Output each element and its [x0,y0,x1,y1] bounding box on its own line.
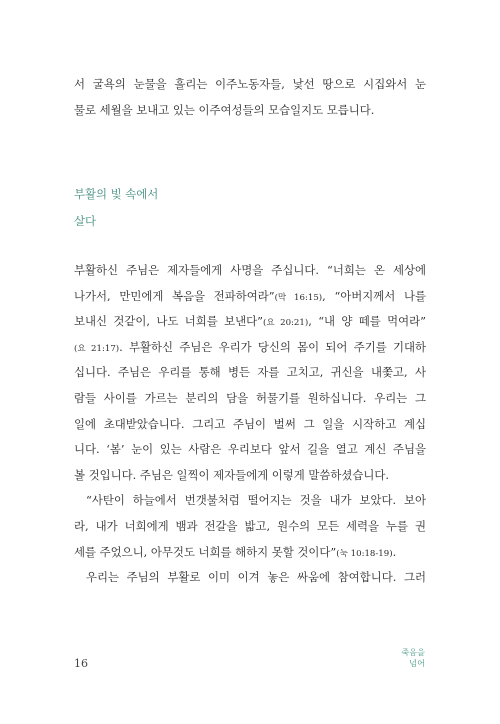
text-line: 볼 것입니다. 주님은 일찍이 제자들에게 이렇게 말씀하셨습니다. [74,467,390,482]
body-text [74,258,426,591]
section-heading-line-1: 부활의 빛 속에서 [74,187,159,201]
text-segment: 보내신 것같이, 나도 너희를 보낸다” [74,314,263,329]
text-line: 라, 내가 너희에게 뱀과 전갈을 밟고, 원수의 모든 세력을 누를 권 [74,518,426,533]
scripture-reference: (요 20:21) [262,318,309,329]
running-title [401,647,425,669]
text-line [74,540,426,566]
text-line: 부활하신 주님은 제자들에게 사명을 주십니다. “너희는 온 세상에 [74,263,426,277]
text-segment: 나가서, 만민에게 복음을 전파하여라” [74,288,275,303]
text-line: 서 굴욕의 눈물을 흘리는 이주노동자들, 낯선 땅으로 시집와서 눈 [74,77,426,91]
running-title-line-1: 죽음을 [401,647,425,657]
running-title-line-2: 넘어 [409,658,425,668]
text-line [74,309,426,335]
text-segment: . [392,544,397,559]
page-number: 16 [74,657,88,670]
scripture-reference: (막 16:15) [274,292,323,303]
continued-paragraph [74,72,426,123]
text-line [74,284,426,310]
scripture-reference: (요 21:17) [74,343,120,354]
text-line [74,335,426,361]
text-segment: . 부활하신 주님은 우리가 당신의 몸이 되어 주기를 기대하 [119,339,426,354]
text-line: 우리는 주님의 부활로 이미 이겨 놓은 싸움에 참여합니다. 그러 [86,570,426,585]
text-segment: 세를 주었으니, 아무것도 너희를 해하지 못할 것이다” [74,544,337,559]
text-line: 니다. ‘봄’ 눈이 있는 사람은 우리보다 앞서 길을 열고 계신 주님을 [74,442,426,457]
text-line: “사탄이 하늘에서 번갯불처럼 떨어지는 것을 내가 보았다. 보아 [86,493,426,508]
text-segment: , “아버지께서 나를 [322,288,426,303]
text-line: 물로 세월을 보내고 있는 이주여성들의 모습일지도 모릅니다. [74,102,375,117]
text-line: 일에 초대받았습니다. 그리고 주님이 벌써 그 일을 시작하고 계십 [74,416,426,431]
scripture-reference: (눅 10:18-19) [336,548,393,559]
text-line: 십니다. 주님은 우리를 통해 병든 자를 고치고, 귀신을 내쫓고, 사 [74,365,426,380]
text-line: 람들 사이를 가르는 분리의 담을 허물기를 원하십니다. 우리는 그 [74,390,426,405]
text-segment: , “내 양 떼를 먹여라” [308,314,426,329]
section-heading-line-2: 살다 [74,214,97,228]
section-heading [74,181,158,235]
